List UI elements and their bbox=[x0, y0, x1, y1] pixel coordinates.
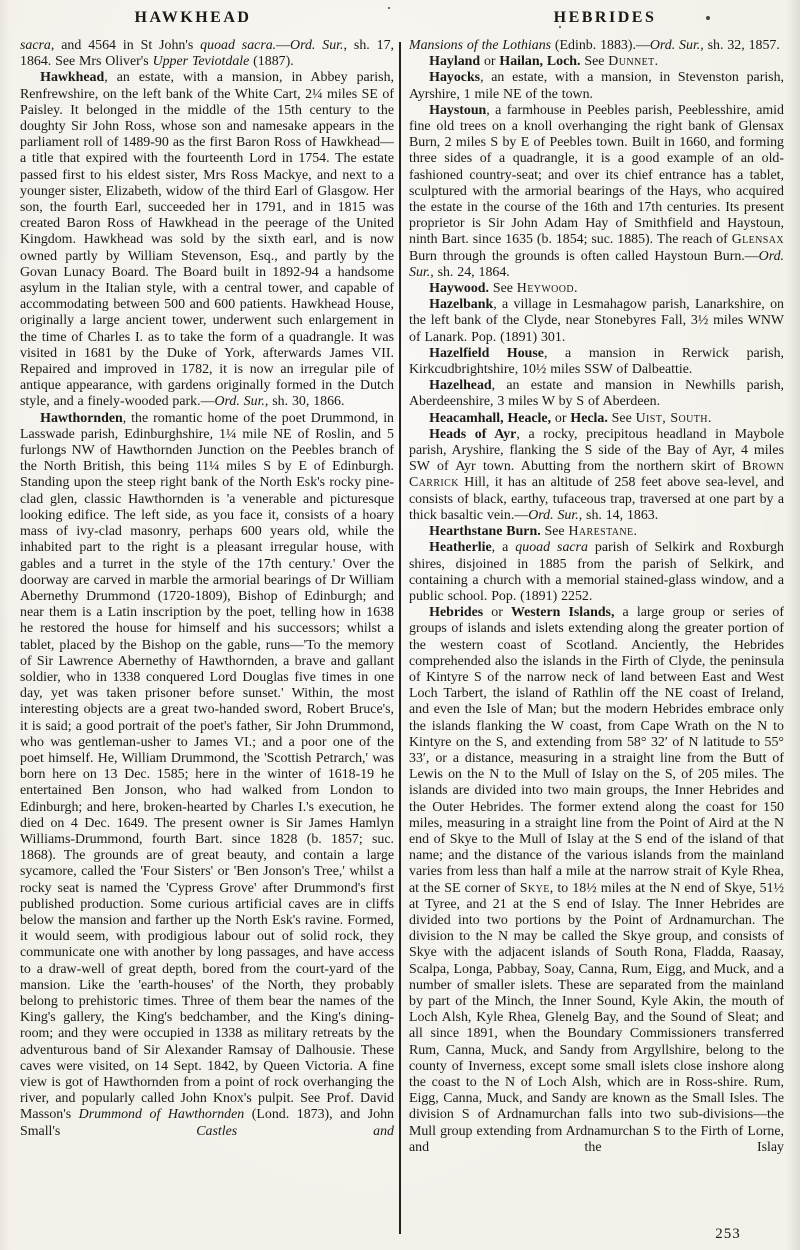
entry-paragraph bbox=[409, 38, 784, 54]
text-run: Heywood bbox=[516, 281, 575, 297]
ink-speck bbox=[559, 26, 561, 28]
entry-paragraph bbox=[409, 54, 784, 70]
entry-paragraph bbox=[409, 281, 784, 297]
text-run: See bbox=[540, 524, 569, 540]
text-run: Haystoun bbox=[429, 102, 487, 118]
text-run: , sh. 30, 1866. bbox=[264, 394, 345, 410]
text-run: , a bbox=[491, 540, 516, 556]
text-run: , an estate, with a mansion, in Stevenston parish, Ayrshire, 1 mile NE of the town. bbox=[409, 70, 784, 102]
ink-speck bbox=[706, 16, 710, 20]
entry-paragraph bbox=[409, 411, 784, 427]
text-run: , a farmhouse in Peebles parish, Peeblesshire, amid fine old trees on a knoll overhanging the right bank of Glensax Burn, 2 miles S by E of Peebles town. Built in 1660, and forming three sides of a quadrangle, it is a good example of an old-fashioned country-seat; and over its chief entrance has a tablet, sculptured with the armorial bearings of the Hays, who acquired the estate in the course of the 16th and 17th centuries. Its present proprietor is Sir John Adam Hay of Smithfield and Haystoun, ninth Bart. since 1635 (b. 1854; suc. 1885). The reach of bbox=[409, 102, 784, 248]
text-run: Glensax bbox=[731, 232, 784, 248]
text-run: (1887). bbox=[249, 54, 294, 70]
text-run: Hayland bbox=[429, 54, 481, 70]
text-run: Ord. Sur. bbox=[528, 507, 579, 523]
text-run: Hazelfield House bbox=[429, 345, 544, 361]
entry-paragraph bbox=[409, 70, 784, 102]
text-run: Haywood. bbox=[429, 281, 489, 297]
text-run: or bbox=[480, 54, 500, 70]
text-run: Drummond of Hawthornden bbox=[78, 1107, 245, 1123]
text-run: Western Islands, bbox=[510, 605, 615, 621]
entry-paragraph bbox=[20, 38, 394, 70]
entry-paragraph bbox=[409, 605, 784, 1156]
text-run: Hayocks bbox=[429, 70, 481, 86]
text-run: Hazelhead bbox=[429, 378, 492, 394]
entry-paragraph bbox=[409, 103, 784, 281]
text-run: Hawthornden bbox=[40, 410, 123, 426]
text-run: See bbox=[488, 281, 517, 297]
text-run: , a mansion in Rerwick parish, Kirkcudbrightshire, 10½ miles SSW of Dalbeattie. bbox=[409, 345, 784, 378]
text-run: , sh. 24, 1864. bbox=[430, 264, 510, 280]
right-text-column bbox=[409, 38, 784, 1238]
right-column-header: HEBRIDES bbox=[553, 9, 657, 26]
text-run: Hebrides bbox=[429, 605, 484, 621]
text-run: parish of Selkirk and Roxburgh shires, disjoined in 1885 from the parish of Selkirk, and containing a church with a memorial stained-glass window, and a public school. Pop. (1891) 2252. bbox=[409, 540, 784, 604]
text-run: Hearthstane Burn. bbox=[429, 524, 541, 540]
text-run: , sh. 17, 1864. See Mrs Oliver's bbox=[20, 38, 394, 70]
text-run: , sh. 14, 1863. bbox=[578, 507, 659, 523]
entry-paragraph bbox=[409, 540, 784, 605]
text-run: sacra bbox=[20, 38, 51, 53]
text-run: Upper Teviotdale bbox=[152, 54, 250, 70]
text-run: Hawkhead bbox=[40, 70, 105, 86]
text-run: Hailan, Loch. bbox=[499, 54, 581, 70]
text-run: , and 4564 in St John's bbox=[50, 38, 201, 53]
text-run: , to 18½ miles at the N end of Skye, 51½ at Tyree, and 21 at the S end of Islay. The Inner Hebrides are divided into two portions by the Point of Ardnamurchan. The division to the N may be called the Skye group, and consists of Skye with the adjacent islands of South Rona, Fladda, Raasay, Scalpa, Longa, Pabbay, Soay, Canna, Rum, Eigg, and Muck, and a number of smaller islets. These are separated from the mainland by part of the Minch, the Inner Sound, Kyle Akin, the mouth of Loch Alsh, Kyle Rhea, Glenelg Bay, and the Sound of Sleat; and all since 1891, when the Boundary Commissioners transferred Rum, Canna, Muck, and Sandy from Argyllshire, belong to the county of Inverness, except some small islets close inshore along the coast to the N of Loch Alsh, which are in Ross-shire. Rum, Eigg, Canna, Muck, and Sandy are known as the Small Isles. The division S of Ardnamurchan falls into two sub-divisions—the Mull group extending from Ardnamurchan S to the Firth of Lorne, and the Islay bbox=[409, 880, 784, 1155]
text-run: Hazelbank bbox=[429, 297, 494, 313]
text-run: See bbox=[607, 410, 636, 426]
text-run: , a rocky, precipitous headland in Maybole parish, Aryshire, flanking the S side of the Bay of Ayr, 4 miles SW of Ayr town. Abutting from the northern skirt of bbox=[409, 426, 784, 475]
text-run: Hecla. bbox=[570, 410, 608, 426]
text-run: Heatherlie bbox=[429, 540, 492, 556]
text-run: , the romantic home of the poet Drummond, in Lasswade parish, Edinburghshire, 1¼ mile NE of Roslin, and 5 furlongs NW of Hawthornden Junction on the Peebles branch of the North British, this being 11¼ miles S by E of Edinburgh. Standing upon the steep right bank of the North Esk's rocky pine-clad glen, classic Hawthornden is 'a venerable and picturesque looking edifice. The left side, as you face it, consists of a hoary mass of ivy-clad masonry, perhaps 600 years old, while the inhabited part to the right is a pleasant irregular house, with gables and a turret in the style of the 17th century.' Over the doorway are carved in marble the armorial bearings of Dr William Abernethy Drummond (1720-1809), Bishop of Edinburgh; and near them is a Latin inscription by the poet, telling how in 1638 he restored the house for himself and his successors; whilst a tablet, placed by the Bishop on the gable, runs—'To the memory of Sir Lawrence Abernethy of Hawthornden, a brave and gallant soldier, who in 1338 conquered Lord Douglas five times in one day, yet was taken prisoner before sunset.' Within, the most interesting objects are a great two-handed sword, Robert Bruce's, it is said; a good portrait of the poet's father, Sir John Drummond, who was gentleman-usher to James VI.; and a poor one of the poet himself. He, William Drummond, the 'Scottish Petrarch,' was born here on 13 Dec. 1585; here in the winter of 1618-19 he entertained Ben Jonson, who had walked from London to Edinburgh; and here, broken-hearted by Charles I.'s execution, he died on 4 Dec. 1649. The present owner is Sir James Hamlyn Williams-Drummond, fourth Bart. since 1828 (b. 1857; suc. 1868). The grounds are of great beauty, and contain a large sycamore, called the 'Four Sisters' or 'Ben Jonson's Tree,' whilst a rocky seat is named the 'Cypress Grove' after Drummond's first published production. Some curious artificial caves are in cliffs below the mansion and farther up the North Esk's ravine. Formed, it would seem, with prodigious labour out of solid rock, they communicate one with another by long passages, and have access to a draw-well of great depth, bored from the court-yard of the mansion. Like the 'earth-houses' of the North, they probably belong to prehistoric times. Three of them bear the names of the King's gallery, the King's bedchamber, and the King's dining-room; and they were occupied in 1338 as military retreats by the adventurous band of Sir Alexander Ramsay of Dalhousie. These caves were visited, on 14 Sept. 1842, by Queen Victoria. A fine view is got of Hawthornden from a point of rock overhanging the river, and popularly called John Knox's pulpit. See Prof. David Masson's bbox=[20, 410, 394, 1123]
text-run: quoad sacra bbox=[515, 540, 588, 556]
ink-speck bbox=[388, 7, 390, 9]
text-run: — bbox=[276, 38, 291, 53]
text-run: or bbox=[483, 605, 511, 621]
text-run: Heacamhall, Heacle, bbox=[429, 410, 552, 426]
text-run: . bbox=[633, 524, 638, 540]
text-run: (Lond. 1873), and John Small's bbox=[20, 1107, 394, 1139]
text-run: Ord. Sur. bbox=[409, 248, 784, 280]
text-run: , sh. 32, 1857. bbox=[700, 38, 780, 53]
text-run: a large group or series of groups of islands and islets extending along the greater portion of the western coast of Scotland. Anciently, the Hebrides comprehended also the islands in the Firth of Clyde, the peninsula of Kintyre S of the narrow neck of land between East and West Loch Tarbert, the island of Rathlin off the NE coast of Ireland, and even the Isle of Man; but the modern Hebrides embrace only the islands flanking the W coast, from Cape Wrath on the N to Kintyre on the S, and extending from 58° 32′ of N latitude to 55° 33′, or a distance, measuring in a straight line from the Butt of Lewis on the N to the Mull of Islay on the S, of 205 miles. The islands are divided into two main groups, the Inner Hebrides and the Outer Hebrides. The former extend along the coast for 150 miles, measuring in a straight line from the Point of Aird at the N end of Skye to the Mull of Islay at the S end of the island of that name; and the distance of the various islands from the mainland varies from less than half a mile at the narrow strait of Kyle Rhea, at the SE corner of bbox=[409, 605, 784, 896]
text-run: Ord. Sur. bbox=[214, 394, 265, 410]
text-run: (Edinb. 1883).— bbox=[551, 38, 650, 53]
left-column-header: HAWKHEAD bbox=[134, 9, 252, 26]
text-run: Ord. Sur. bbox=[290, 38, 344, 53]
text-run: Castles and bbox=[196, 1123, 394, 1139]
text-run: quoad sacra. bbox=[200, 38, 277, 53]
column-divider-rule bbox=[399, 42, 401, 1234]
text-run: Burn through the grounds is often called Haystoun Burn.— bbox=[409, 248, 759, 264]
entry-paragraph bbox=[409, 427, 784, 524]
text-run: Skye bbox=[519, 880, 550, 896]
text-run: , an estate, with a mansion, in Abbey parish, Renfrewshire, on the left bank of the White Cart, 2¼ miles SE of Paisley. It belonged in the middle of the 15th century to the doughty Sir John Ross, whose son and namesake appears in the parliament roll of 1489-90 as the first Baron Ross of Hawkhead—a title that expired with the fourteenth Lord in 1754. The estate passed first to his eldest sister, Mrs Ross Mackye, and next to a younger sister, Elizabeth, widow of the third Earl of Glasgow. Her son, the fourth Earl, succeeded her in 1791, and in 1815 was created Baron Ross of Hawkhead in the peerage of the United Kingdom. Hawkhead was sold by the sixth earl, and is now owned partly by William Stevenson, Esq., and partly by the Govan Lunacy Board. The Board built in 1892-94 a handsome asylum in the Italian style, with a central tower, and capable of accommodating between 500 and 600 patients. Hawkhead House, originally a large ancient tower, underwent such enlargement in the time of Charles I. as to take the form of a quadrangle. It was visited in 1681 by the Duke of York, afterwards James VII. Repaired and improved in 1782, it is now an irregular pile of antique appearance, with gardens originally formed in the Dutch style, and a finely-wooded park.— bbox=[20, 70, 394, 410]
text-run: Harestane bbox=[568, 524, 634, 540]
running-header bbox=[0, 9, 800, 27]
entry-paragraph bbox=[409, 378, 784, 410]
text-run: Brown Carrick bbox=[409, 459, 784, 491]
text-run: . bbox=[574, 281, 578, 297]
entry-paragraph bbox=[409, 297, 784, 346]
text-run: Dunnet bbox=[608, 54, 655, 70]
text-run: . bbox=[707, 410, 712, 426]
text-run: Hill, it has an altitude of 258 feet above sea-level, and consists of black, earthy, tufaceous trap, traversed at one part by a thick basaltic vein.— bbox=[409, 475, 784, 523]
text-run: Heads of Ayr bbox=[429, 426, 517, 442]
page-number: 253 bbox=[715, 1226, 741, 1242]
text-run: , an estate and mansion in Newhills parish, Aberdeenshire, 3 miles W by S of Aberdeen. bbox=[409, 378, 784, 410]
entry-paragraph bbox=[20, 70, 394, 410]
text-run: Uist, South bbox=[635, 410, 708, 426]
entry-paragraph bbox=[409, 346, 784, 378]
text-run: or bbox=[551, 410, 571, 426]
entry-paragraph bbox=[409, 524, 784, 540]
text-run: Ord. Sur. bbox=[649, 38, 701, 53]
entry-paragraph bbox=[20, 411, 394, 1140]
text-run: See bbox=[580, 54, 609, 70]
text-run: . bbox=[654, 54, 659, 70]
text-run: Mansions of the Lothians bbox=[409, 38, 552, 53]
text-run: , a village in Lesmahagow parish, Lanarkshire, on the left bank of the Clyde, near Stonebyres Fall, 3½ miles WNW of Lanark. Pop. (1891) 301. bbox=[409, 297, 784, 345]
left-text-column bbox=[20, 38, 394, 1238]
